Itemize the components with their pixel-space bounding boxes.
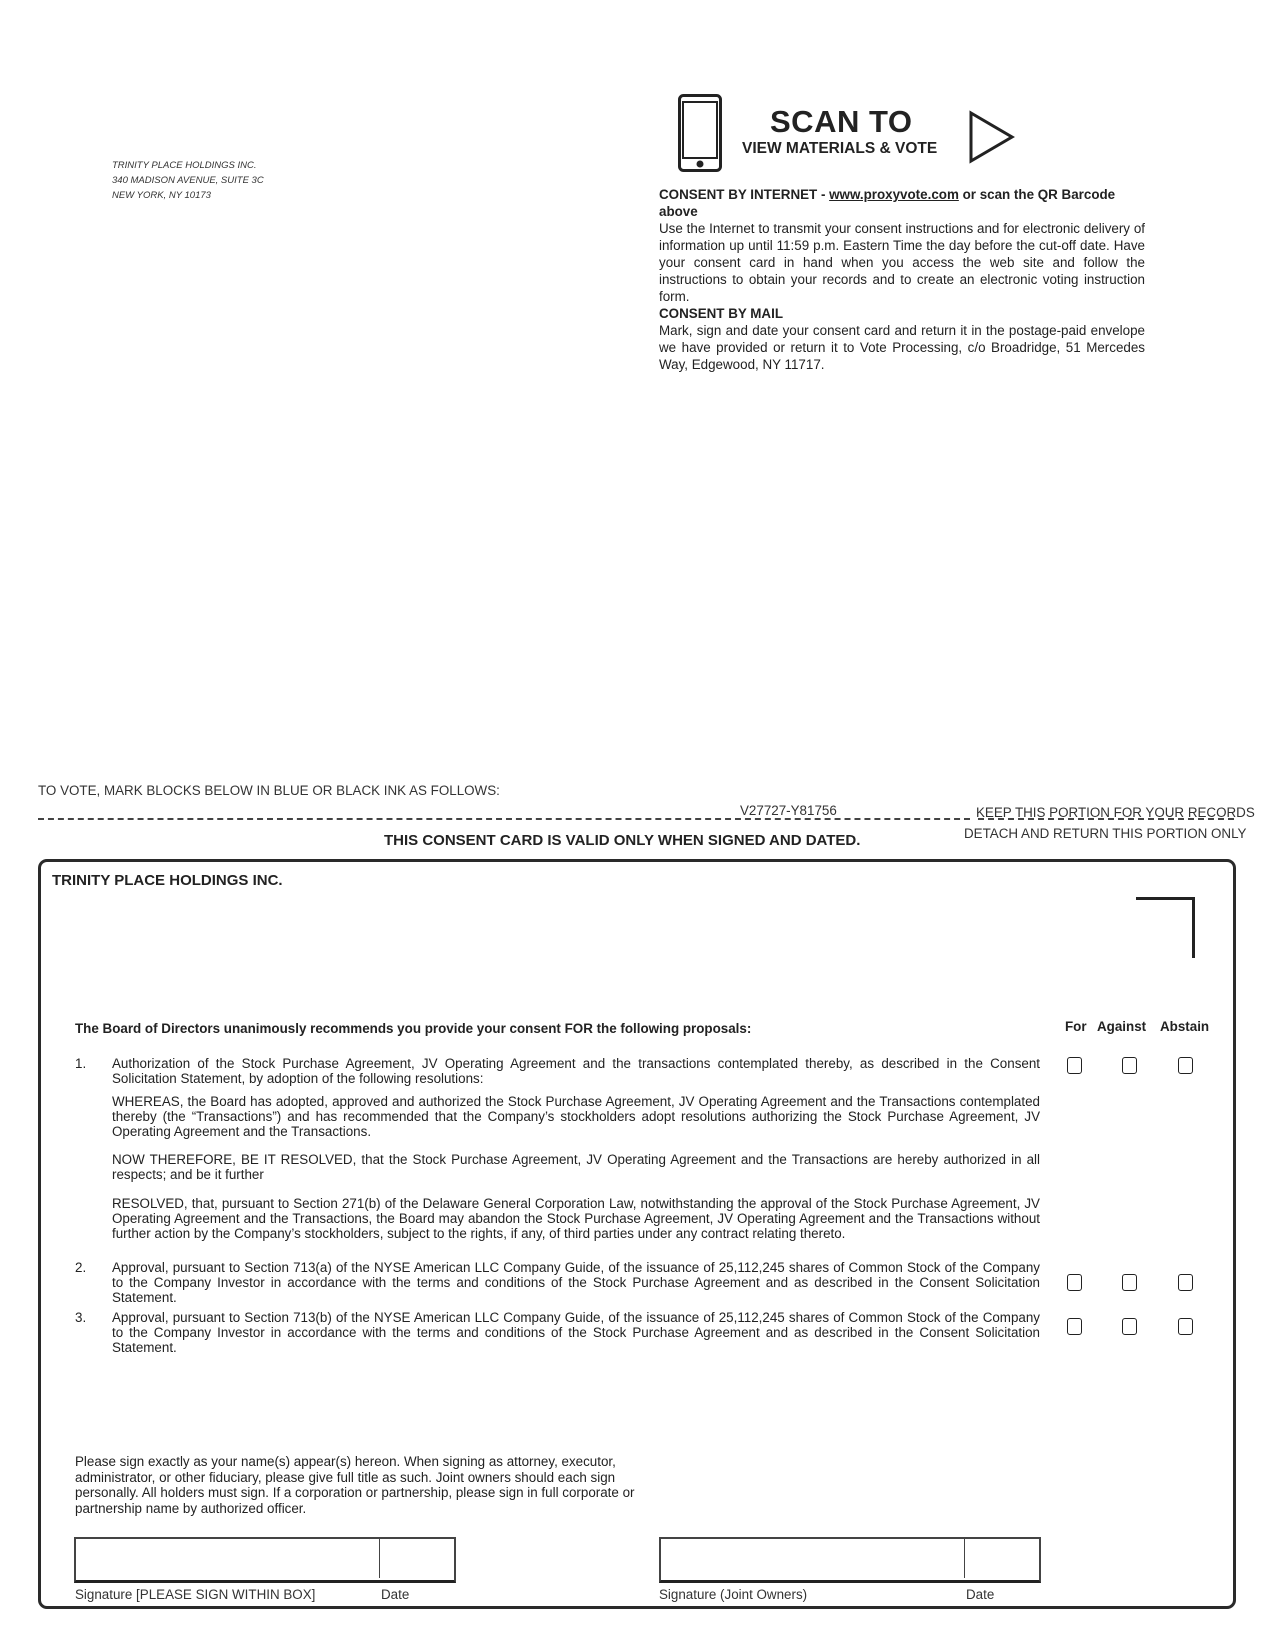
proposal-2-for-checkbox[interactable] xyxy=(1067,1274,1082,1291)
proposal-2-number: 2. xyxy=(75,1260,87,1275)
return-address-line2: 340 MADISON AVENUE, SUITE 3C xyxy=(112,175,264,186)
signature-date-label: Date xyxy=(381,1587,410,1602)
proposal-3-abstain-checkbox[interactable] xyxy=(1178,1318,1193,1335)
mail-instructions xyxy=(659,305,1145,373)
signature-box[interactable] xyxy=(74,1537,456,1583)
mail-body: Mark, sign and date your consent card and return it in the postage-paid envelope we have provided or return it to Vote Processing, c/o Broadridge, 51 Mercedes Way, Edgewood, NY 11717. xyxy=(659,323,1145,372)
signature-label: Signature [PLEASE SIGN WITHIN BOX] xyxy=(75,1587,316,1602)
proposal-1-text: Authorization of the Stock Purchase Agreement, JV Operating Agreement and the transactions contemplated thereby, as described in the Consent Solicitation Statement, by adoption of the following resolutions: xyxy=(112,1056,1040,1086)
proposal-1-for-checkbox[interactable] xyxy=(1067,1057,1082,1074)
return-address-line3: NEW YORK, NY 10173 xyxy=(112,190,211,201)
proposal-1-now-therefore: NOW THEREFORE, BE IT RESOLVED, that the Stock Purchase Agreement, JV Operating Agreement and the Transactions are hereby authorized in all respects; and be it further xyxy=(112,1152,1040,1182)
proposal-1-abstain-checkbox[interactable] xyxy=(1178,1057,1193,1074)
internet-body: Use the Internet to transmit your consent instructions and for electronic delivery of information up until 11:59 p.m. Eastern Time the day before the cut-off date. Have your consent card in hand when you access the web site and follow the instructions to obtain your records and to create an electronic voting instruction form. xyxy=(659,221,1145,304)
internet-heading-suffix: or scan the QR Barcode above xyxy=(659,187,1116,219)
mail-heading: CONSENT BY MAIL xyxy=(659,306,783,321)
card-company-name: TRINITY PLACE HOLDINGS INC. xyxy=(52,872,283,889)
proxyvote-link[interactable]: www.proxyvote.com xyxy=(829,187,959,202)
tear-line xyxy=(38,818,970,820)
signing-instructions: Please sign exactly as your name(s) appear(s) hereon. When signing as attorney, executor, administrator, or other fiduciary, please give full title as such. Joint owners should each sign personally. All holders must sign. If a corporation or partnership, please sign in full corporate or partnership name by authorized officer. xyxy=(75,1454,635,1516)
control-number: V27727-Y81756 xyxy=(740,803,837,818)
proposal-2-text: Approval, pursuant to Section 713(a) of the NYSE American LLC Company Guide, of the issuance of 25,112,245 shares of Common Stock of the Company to the Company Investor in accordance with the terms and conditions of the Stock Purchase Agreement and as described in the Consent Solicitation Statement. xyxy=(112,1260,1040,1305)
scan-subtitle: VIEW MATERIALS & VOTE xyxy=(742,140,938,157)
proposal-2-abstain-checkbox[interactable] xyxy=(1178,1274,1193,1291)
proposal-1-whereas: WHEREAS, the Board has adopted, approved and authorized the Stock Purchase Agreement, JV Operating Agreement and the Transactions contemplated thereby (the “Transactions”) and has recommended that the Company’s stockholders adopt resolutions authorizing the Stock Purchase Agreement, JV Operating Agreement and the Transactions. xyxy=(112,1094,1040,1139)
detach-label: DETACH AND RETURN THIS PORTION ONLY xyxy=(964,826,1247,841)
valid-notice: THIS CONSENT CARD IS VALID ONLY WHEN SIGNED AND DATED. xyxy=(384,832,861,849)
play-arrow-icon xyxy=(968,110,1016,164)
scan-title: SCAN TO xyxy=(770,104,913,139)
return-address xyxy=(112,158,264,203)
column-for: For xyxy=(1065,1019,1087,1034)
proposal-1-resolved: RESOLVED, that, pursuant to Section 271(b) of the Delaware General Corporation Law, notwithstanding the approval of the Stock Purchase Agreement, JV Operating Agreement and the Transactions, the Board may abandon the Stock Purchase Agreement, JV Operating Agreement and the Transactions without further action by the Company’s stockholders, subject to the rights, if any, of third parties under any contract relating thereto. xyxy=(112,1196,1040,1241)
return-address-line1: TRINITY PLACE HOLDINGS INC. xyxy=(112,160,257,171)
vote-instruction: TO VOTE, MARK BLOCKS BELOW IN BLUE OR BLACK INK AS FOLLOWS: xyxy=(38,783,500,798)
joint-signature-date-label: Date xyxy=(966,1587,995,1602)
internet-instructions xyxy=(659,186,1145,305)
board-recommendation: The Board of Directors unanimously recommends you provide your consent FOR the following proposals: xyxy=(75,1021,752,1036)
proposal-3-text: Approval, pursuant to Section 713(b) of the NYSE American LLC Company Guide, of the issuance of 25,112,245 shares of Common Stock of the Company to the Company Investor in accordance with the terms and conditions of the Stock Purchase Agreement and as described in the Consent Solicitation Statement. xyxy=(112,1310,1040,1355)
proposal-3-number: 3. xyxy=(75,1310,87,1325)
joint-signature-date-divider xyxy=(964,1537,965,1578)
column-against: Against xyxy=(1097,1019,1147,1034)
proposal-2-against-checkbox[interactable] xyxy=(1122,1274,1137,1291)
column-abstain: Abstain xyxy=(1160,1019,1210,1034)
registration-corner-mark xyxy=(1136,897,1195,958)
joint-signature-box[interactable] xyxy=(659,1537,1041,1583)
proposal-1-against-checkbox[interactable] xyxy=(1122,1057,1137,1074)
signature-date-divider xyxy=(379,1537,380,1578)
proposal-1-number: 1. xyxy=(75,1056,87,1071)
internet-heading-prefix: CONSENT BY INTERNET - xyxy=(659,187,830,202)
proposal-3-against-checkbox[interactable] xyxy=(1122,1318,1137,1335)
keep-portion-label: KEEP THIS PORTION FOR YOUR RECORDS xyxy=(976,805,1255,820)
joint-signature-label: Signature (Joint Owners) xyxy=(659,1587,808,1602)
internet-heading xyxy=(659,186,1145,220)
proposal-3-for-checkbox[interactable] xyxy=(1067,1318,1082,1335)
phone-icon xyxy=(678,94,722,172)
